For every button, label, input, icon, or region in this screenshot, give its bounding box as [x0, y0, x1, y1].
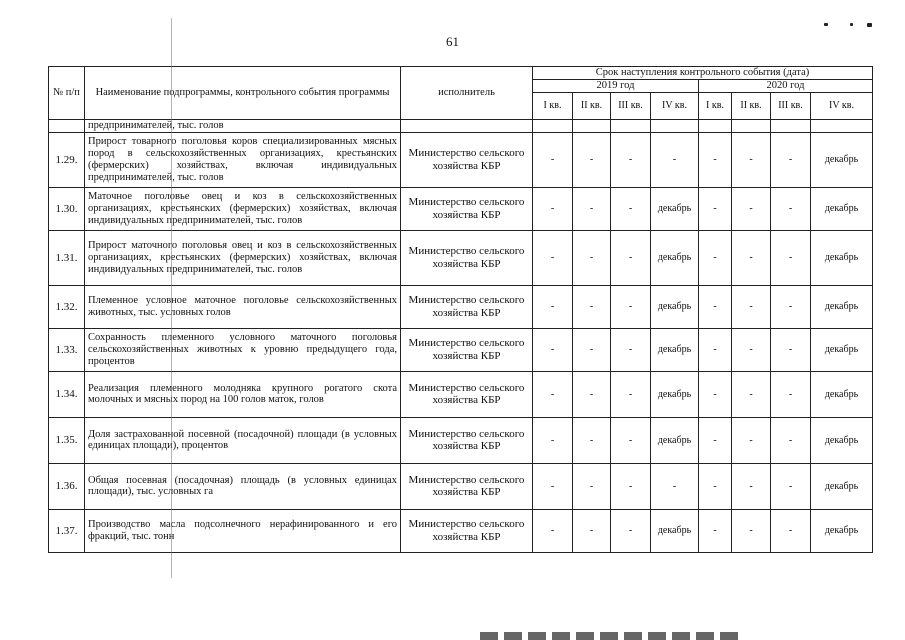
row-quarter-value: -	[573, 187, 611, 230]
row-quarter-value: -	[699, 371, 732, 417]
header-quarter: III кв.	[611, 93, 651, 120]
row-quarter-value: -	[573, 285, 611, 328]
table-row	[49, 417, 873, 463]
header-executor: исполнитель	[401, 67, 533, 120]
row-quarter-value: -	[699, 509, 732, 552]
row-quarter-value: -	[699, 285, 732, 328]
row-executor: Министерство сельского хозяйства КБР	[401, 187, 533, 230]
row-quarter-value: -	[699, 187, 732, 230]
row-quarter-value: -	[533, 371, 573, 417]
header-name: Наименование подпрограммы, контрольного события программы	[85, 67, 401, 120]
row-quarter-value: декабрь	[651, 187, 699, 230]
row-executor: Министерство сельского хозяйства КБР	[401, 132, 533, 187]
row-quarter-value: -	[573, 509, 611, 552]
header-quarter: II кв.	[573, 93, 611, 120]
fold-line	[171, 18, 172, 578]
header-quarter: II кв.	[732, 93, 771, 120]
table-row	[49, 463, 873, 509]
row-quarter-value: -	[732, 371, 771, 417]
row-name: Доля застрахованной посевной (посадочной) площади (в условных единицах площади), процентов	[85, 417, 401, 463]
scan-dot	[867, 23, 872, 27]
row-quarter-value: декабрь	[651, 230, 699, 285]
row-quarter-value: -	[651, 463, 699, 509]
row-quarter-value: -	[732, 509, 771, 552]
row-quarter-value: -	[611, 463, 651, 509]
row-executor: Министерство сельского хозяйства КБР	[401, 285, 533, 328]
header-year-2020: 2020 год	[699, 80, 873, 93]
table-row	[49, 132, 873, 187]
row-name: Племенное условное маточное поголовье сельскохозяйственных животных, тыс. условных голов	[85, 285, 401, 328]
row-name: Сохранность племенного условного маточного поголовья сельскохозяйственных животных к уровню предыдущего года, процентов	[85, 328, 401, 371]
row-executor: Министерство сельского хозяйства КБР	[401, 463, 533, 509]
row-quarter-value: -	[732, 132, 771, 187]
row-quarter-value: -	[533, 509, 573, 552]
row-quarter-value: декабрь	[811, 328, 873, 371]
row-quarter-value: декабрь	[651, 328, 699, 371]
row-quarter-value: -	[699, 132, 732, 187]
table-row	[49, 230, 873, 285]
header-quarter: IV кв.	[651, 93, 699, 120]
table-row	[49, 509, 873, 552]
row-quarter-value: -	[651, 132, 699, 187]
row-quarter-value: декабрь	[811, 417, 873, 463]
row-name: Производство масла подсолнечного нерафинированного и его фракций, тыс. тонн	[85, 509, 401, 552]
row-quarter-value: -	[533, 230, 573, 285]
row-number: 1.32.	[49, 285, 85, 328]
row-quarter-value: -	[573, 132, 611, 187]
scan-dot	[850, 23, 853, 26]
row-number: 1.30.	[49, 187, 85, 230]
row-quarter-value: -	[611, 132, 651, 187]
row-quarter-value: -	[771, 187, 811, 230]
row-quarter-value: -	[573, 417, 611, 463]
row-quarter-value: -	[533, 463, 573, 509]
row-quarter-value: декабрь	[811, 509, 873, 552]
row-quarter-value: -	[732, 187, 771, 230]
row-quarter-value: декабрь	[651, 417, 699, 463]
table-row	[49, 328, 873, 371]
row-number: 1.29.	[49, 132, 85, 187]
row-number: 1.34.	[49, 371, 85, 417]
row-number: 1.35.	[49, 417, 85, 463]
row-quarter-value: -	[611, 230, 651, 285]
header-deadline: Срок наступления контрольного события (дата)	[533, 67, 873, 80]
row-quarter-value: декабрь	[811, 187, 873, 230]
row-number: 1.37.	[49, 509, 85, 552]
row-quarter-value: -	[771, 417, 811, 463]
row-quarter-value: -	[771, 328, 811, 371]
header-year-2019: 2019 год	[533, 80, 699, 93]
row-executor: Министерство сельского хозяйства КБР	[401, 328, 533, 371]
row-executor: Министерство сельского хозяйства КБР	[401, 371, 533, 417]
row-quarter-value: -	[771, 371, 811, 417]
row-quarter-value: -	[771, 463, 811, 509]
row-quarter-value: -	[771, 509, 811, 552]
row-quarter-value: декабрь	[651, 509, 699, 552]
row-name: Реализация племенного молодняка крупного рогатого скота молочных и мясных пород на 100 голов маток, голов	[85, 371, 401, 417]
continuation-executor	[401, 120, 533, 133]
row-name: Прирост маточного поголовья овец и коз в сельскохозяйственных организациях, крестьянских (фермерских) хозяйствах, включая индивидуальных предпринимателей, тыс. голов	[85, 230, 401, 285]
row-quarter-value: -	[771, 285, 811, 328]
row-name: Общая посевная (посадочная) площадь (в условных единицах площади), тыс. условных га	[85, 463, 401, 509]
row-quarter-value: -	[732, 417, 771, 463]
row-executor: Министерство сельского хозяйства КБР	[401, 509, 533, 552]
row-quarter-value: -	[699, 463, 732, 509]
row-quarter-value: декабрь	[811, 371, 873, 417]
table-row	[49, 371, 873, 417]
row-quarter-value: -	[699, 230, 732, 285]
header-quarter: I кв.	[533, 93, 573, 120]
row-quarter-value: -	[771, 230, 811, 285]
row-quarter-value: -	[611, 187, 651, 230]
row-quarter-value: -	[573, 371, 611, 417]
row-quarter-value: декабрь	[651, 285, 699, 328]
row-executor: Министерство сельского хозяйства КБР	[401, 230, 533, 285]
row-quarter-value: декабрь	[651, 371, 699, 417]
row-quarter-value: -	[771, 132, 811, 187]
row-number: 1.31.	[49, 230, 85, 285]
table-row	[49, 285, 873, 328]
continuation-number	[49, 120, 85, 133]
page-number: 61	[446, 34, 459, 49]
row-number: 1.33.	[49, 328, 85, 371]
continuation-row	[49, 120, 873, 133]
row-quarter-value: -	[533, 328, 573, 371]
header-quarter: IV кв.	[811, 93, 873, 120]
row-quarter-value: -	[573, 230, 611, 285]
row-quarter-value: декабрь	[811, 463, 873, 509]
row-quarter-value: -	[611, 371, 651, 417]
row-quarter-value: -	[699, 417, 732, 463]
row-number: 1.36.	[49, 463, 85, 509]
header-quarter: III кв.	[771, 93, 811, 120]
row-quarter-value: -	[533, 285, 573, 328]
row-quarter-value: -	[732, 285, 771, 328]
header-quarter: I кв.	[699, 93, 732, 120]
row-name: Маточное поголовье овец и коз в сельскохозяйственных организациях, крестьянских (фермерских) хозяйствах, включая индивидуальных предпринимателей, тыс. голов	[85, 187, 401, 230]
row-quarter-value: -	[699, 328, 732, 371]
row-quarter-value: декабрь	[811, 285, 873, 328]
row-quarter-value: -	[611, 285, 651, 328]
row-quarter-value: -	[732, 463, 771, 509]
row-quarter-value: -	[732, 328, 771, 371]
row-quarter-value: -	[533, 417, 573, 463]
continuation-text: предпринимателей, тыс. голов	[85, 120, 401, 133]
scan-dot	[824, 23, 828, 26]
row-quarter-value: декабрь	[811, 230, 873, 285]
scan-marks	[820, 20, 880, 30]
row-quarter-value: -	[573, 328, 611, 371]
header-number: № п/п	[49, 67, 85, 120]
row-quarter-value: -	[533, 132, 573, 187]
row-quarter-value: -	[611, 328, 651, 371]
row-name: Прирост товарного поголовья коров специализированных мясных пород в сельскохозяйственных организациях, крестьянских (фермерских) хозяйствах, включая индивидуальных предпринимателей, тыс. голов	[85, 132, 401, 187]
row-quarter-value: -	[611, 417, 651, 463]
row-quarter-value: -	[732, 230, 771, 285]
row-executor: Министерство сельского хозяйства КБР	[401, 417, 533, 463]
row-quarter-value: -	[533, 187, 573, 230]
row-quarter-value: -	[611, 509, 651, 552]
scan-smudge	[480, 632, 740, 640]
row-quarter-value: -	[573, 463, 611, 509]
table-row	[49, 187, 873, 230]
row-quarter-value: декабрь	[811, 132, 873, 187]
